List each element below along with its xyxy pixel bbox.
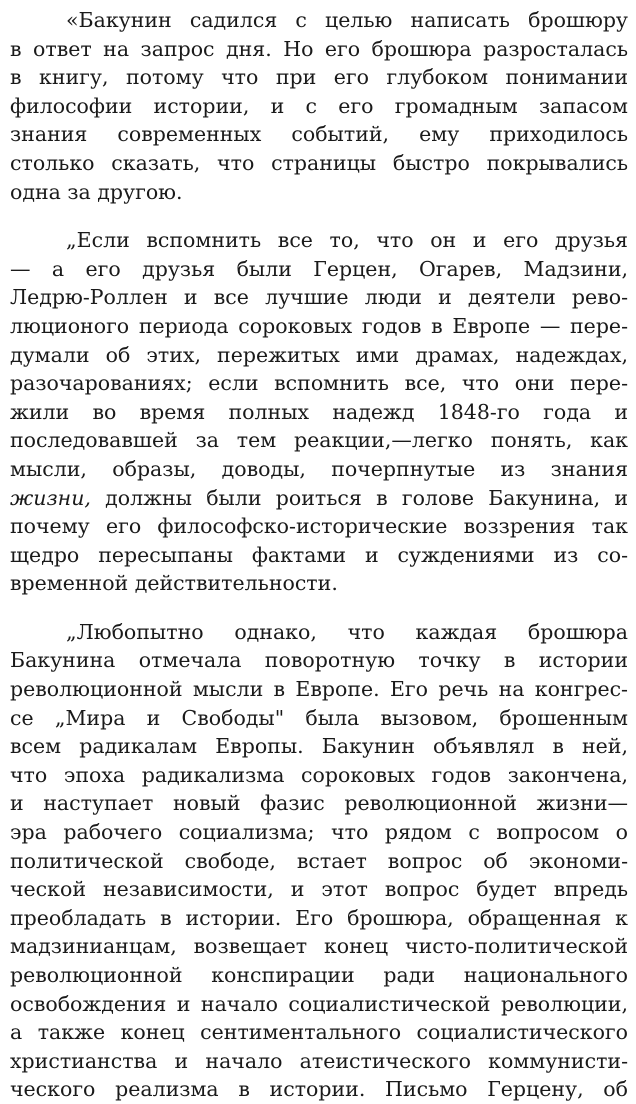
text-line: знания современных событий, ему приходилось	[10, 122, 628, 147]
text-line: в книгу, потому что при его глубоком понимании	[10, 65, 628, 90]
text-line: мадзинианцам, возвещает конец чисто-политической	[10, 934, 628, 959]
text-line: революционной мысли в Европе. Его речь на конгрес-	[10, 677, 628, 702]
text-line: люционого периода сороковых годов в Европе — пере-	[10, 313, 628, 338]
text-line: последовавшей за тем реакции,—легко понять, как	[10, 428, 628, 453]
text-line: щедро пересыпаны фактами и суждениями из со-	[10, 542, 628, 567]
text-line: и наступает новый фазис революционной жизни—	[10, 791, 628, 816]
text-line: жили во время полных надежд 1848-го года и	[10, 399, 628, 424]
text-line: философии истории, и с его громадным запасом	[10, 93, 628, 118]
italic-word: жизни,	[10, 485, 91, 510]
text-line: — а его друзья были Герцен, Огарев, Мадзини,	[10, 256, 628, 281]
text-line: „Если вспомнить все то, что он и его друзья	[66, 228, 628, 253]
text-line: христианства и начало атеистического коммунисти-	[10, 1048, 628, 1073]
text-line: что эпоха радикализма сороковых годов закончена,	[10, 762, 628, 787]
text-line: революционной конспирации ради национального	[10, 963, 628, 987]
text-line: думали об этих, пережитых ими драмах, надеждах,	[10, 342, 628, 367]
text-line: одна за другою.	[10, 179, 183, 204]
paragraph-1	[10, 6, 628, 206]
text-line: „Любопытно однако, что каждая брошюра	[66, 619, 628, 644]
paragraph-2	[10, 226, 628, 598]
text-line: ческой независимости, и этот вопрос будет впредь	[10, 877, 628, 902]
text-line: всем радикалам Европы. Бакунин объявлял в ней,	[10, 734, 628, 759]
text-line: эра рабочего социализма; что рядом с вопросом о	[10, 820, 628, 845]
text-line: почему его философско-исторические воззрения так	[10, 514, 628, 539]
text-line: Бакунина отмечала поворотную точку в истории	[10, 648, 628, 673]
text-line: ческого реализма в истории. Письмо Герцену, об	[10, 1077, 628, 1102]
text-line: Ледрю-Роллен и все лучшие люди и деятели рево-	[10, 285, 628, 310]
text-line: се „Мира и Свободы" была вызовом, брошенным	[10, 705, 628, 730]
paragraph-3	[10, 618, 628, 1104]
text-line: политической свободе, встает вопрос об экономи-	[10, 848, 628, 873]
text-line: мысли, образы, доводы, почерпнутые из знания	[10, 456, 628, 481]
text-line: разочарованиях; если вспомнить все, что они пере-	[10, 371, 628, 396]
text-line: преобладать в истории. Его брошюра, обращенная к	[10, 905, 628, 930]
text-line: а также конец сентиментального социалистического	[10, 1020, 628, 1045]
text-line: столько сказать, что страницы быстро покрывались	[10, 150, 628, 175]
text-line-rest: должны были роиться в голове Бакунина, и	[105, 485, 628, 510]
text-line: временной действительности.	[10, 571, 338, 596]
text-line-with-italic	[10, 484, 628, 513]
text-line: освобождения и начало социалистической революции,	[10, 991, 628, 1016]
text-line: «Бакунин садился с целью написать брошюру	[66, 8, 628, 32]
text-line: в ответ на запрос дня. Но его брошюра разросталась	[10, 36, 628, 61]
